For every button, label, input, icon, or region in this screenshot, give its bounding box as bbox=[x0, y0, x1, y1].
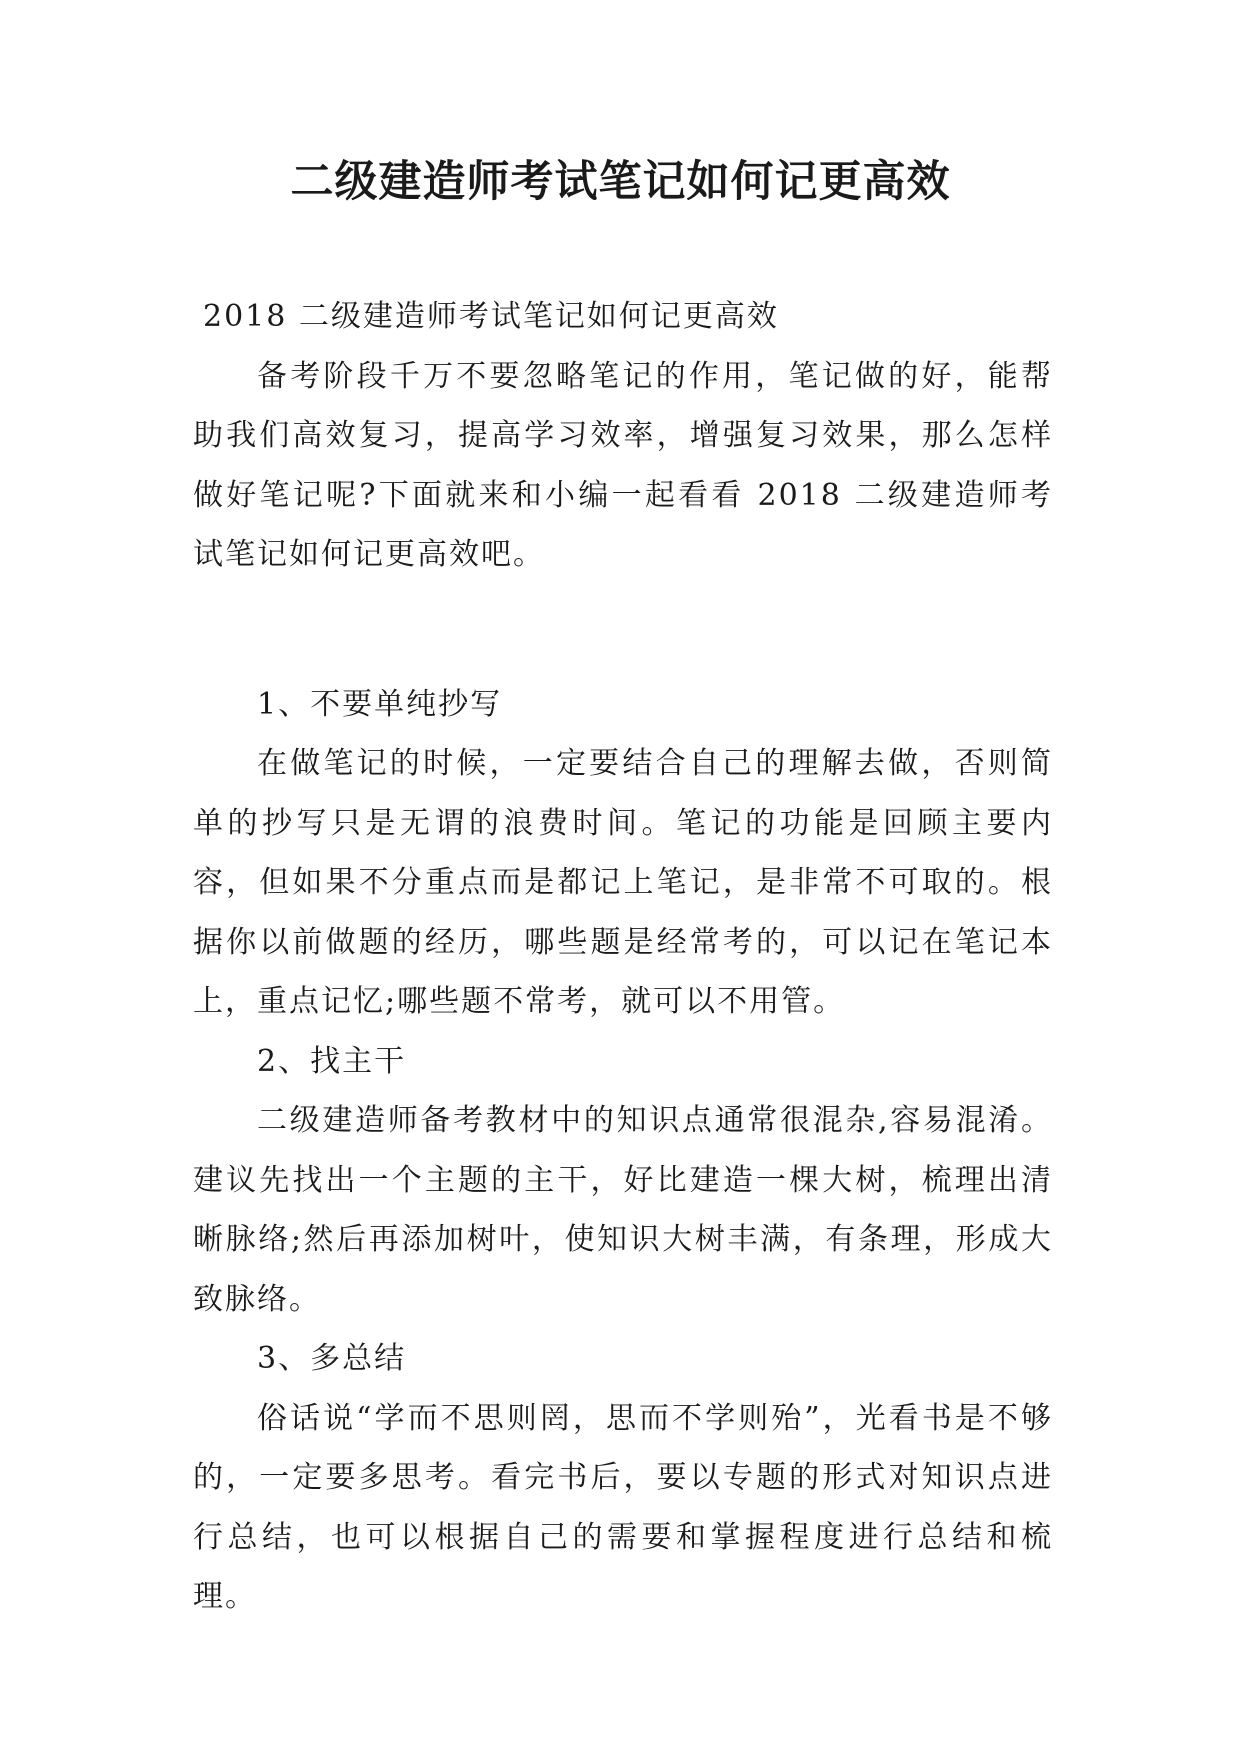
section-heading-1: 1、不要单纯抄写 bbox=[257, 686, 503, 722]
document-title: 二级建造师考试笔记如何记更高效 bbox=[290, 157, 951, 207]
document-subtitle: 2018 二级建造师考试笔记如何记更高效 bbox=[203, 299, 779, 334]
intro-paragraph: 备考阶段千万不要忽略笔记的作用，笔记做的好，能帮助我们高效复习，提高学习效率，增强复习效果，那么怎样做好笔记呢?下面就来和小编一起看看 2018 二级建造师考试笔记如何记更高效吧。 bbox=[193, 358, 1053, 572]
section-body-3: 俗话说“学而不思则罔，思而不学则殆”，光看书是不够的，一定要多思考。看完书后，要以专题的形式对知识点进行总结，也可以根据自己的需要和掌握程度进行总结和梳理。 bbox=[193, 1400, 1053, 1614]
document-body bbox=[193, 287, 1053, 1627]
section-body-2: 二级建造师备考教材中的知识点通常很混杂,容易混淆。建议先找出一个主题的主干，好比建造一棵大树，梳理出清晰脉络;然后再添加树叶，使知识大树丰满，有条理，形成大致脉络。 bbox=[193, 1103, 1053, 1317]
paragraph-gap bbox=[193, 585, 1053, 675]
section-heading-3: 3、多总结 bbox=[257, 1341, 407, 1376]
section-heading-2: 2、找主干 bbox=[257, 1043, 407, 1079]
section-body-1: 在做笔记的时候，一定要结合自己的理解去做，否则简单的抄写只是无谓的浪费时间。笔记的功能是回顾主要内容，但如果不分重点而是都记上笔记，是非常不可取的。根据你以前做题的经历，哪些题是经常考的，可以记在笔记本上，重点记忆;哪些题不常考，就可以不用管。 bbox=[193, 746, 1053, 1019]
